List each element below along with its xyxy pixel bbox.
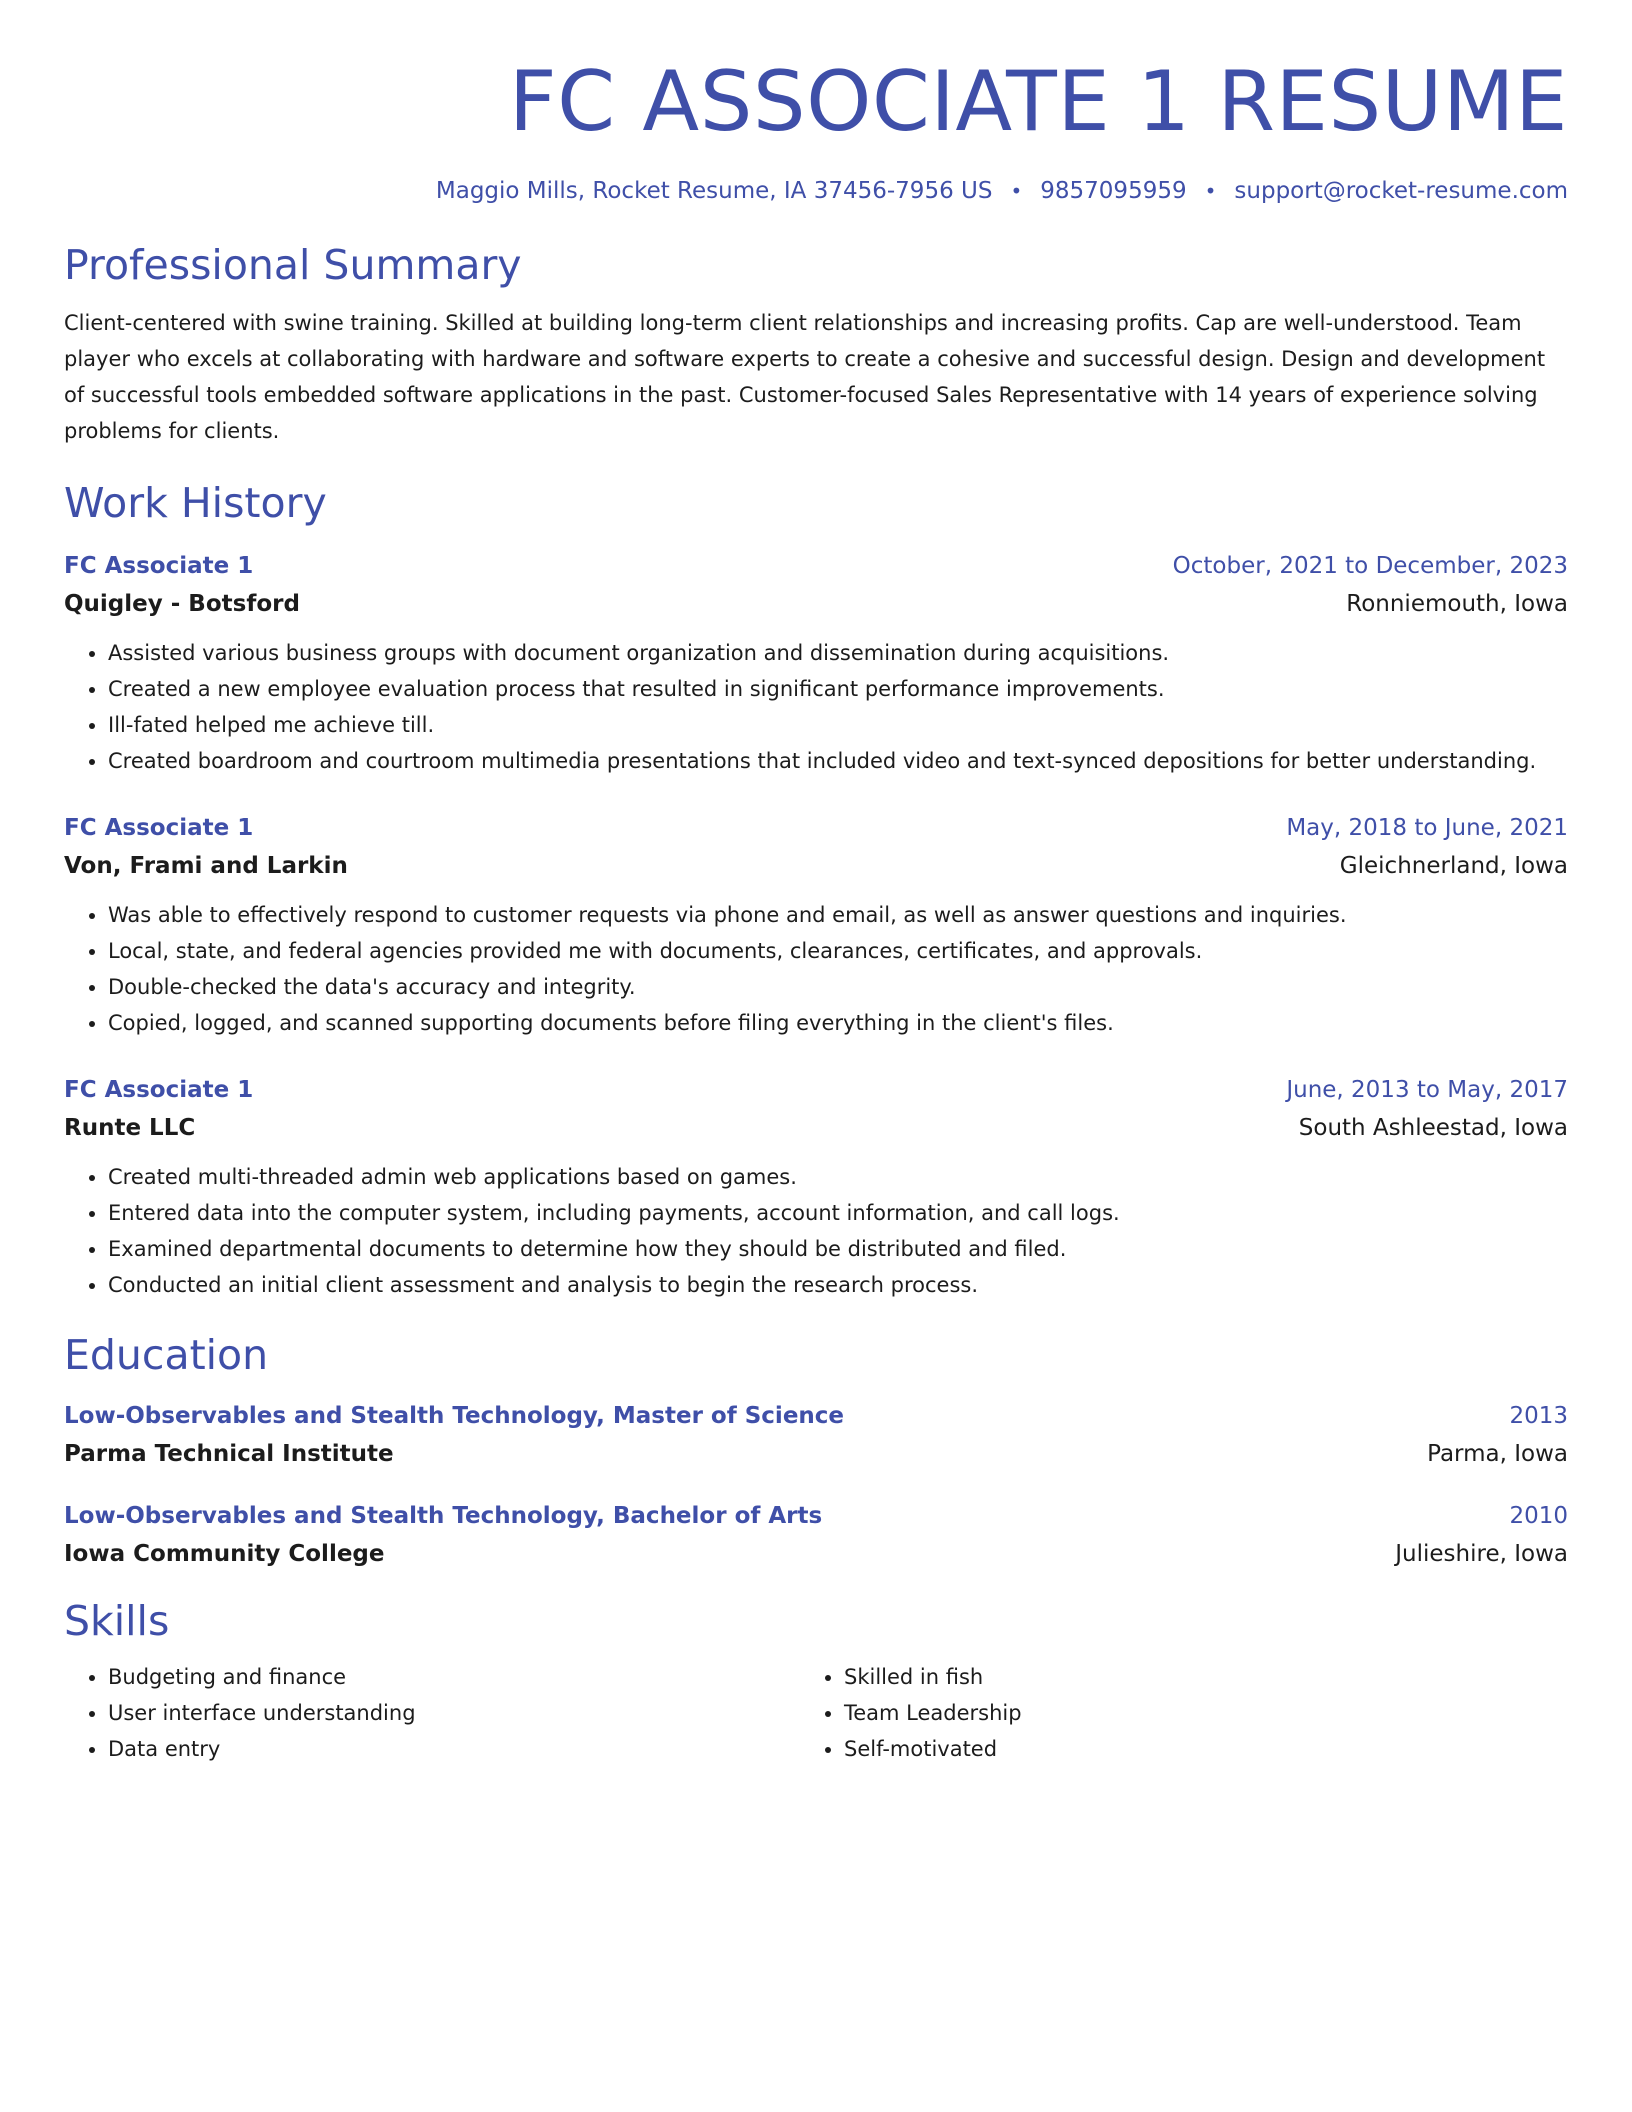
contact-address: Maggio Mills, Rocket Resume, IA 37456-7956 US xyxy=(435,178,993,204)
skill-item: • Team Leadership xyxy=(844,1695,1536,1731)
skill-item: • Skilled in fish xyxy=(844,1659,1536,1695)
job-bullet: • Assisted various business groups with document organization and dissemination during acquisitions. xyxy=(108,635,1568,671)
job-bullet: • Created boardroom and courtroom multimedia presentations that included video and text-synced depositions for better understanding. xyxy=(108,743,1568,779)
education-header-row xyxy=(64,1501,1568,1531)
skills-column-right xyxy=(800,1659,1536,1767)
job-bullet: • Examined departmental documents to determine how they should be distributed and filed. xyxy=(108,1231,1568,1267)
contact-email[interactable]: support@rocket-resume.com xyxy=(1234,178,1568,204)
skill-item: • Data entry xyxy=(108,1731,800,1767)
education-school: Iowa Community College xyxy=(64,1541,385,1567)
job-location: Gleichnerland, Iowa xyxy=(1339,853,1568,879)
job-bullet: • Ill-fated helped me achieve till. xyxy=(108,707,1568,743)
education-school: Parma Technical Institute xyxy=(64,1441,394,1467)
education-heading: Education xyxy=(64,1331,269,1379)
skills-list xyxy=(64,1659,1568,1767)
education-location: Parma, Iowa xyxy=(1427,1441,1568,1467)
resume-title: FC ASSOCIATE 1 RESUME xyxy=(508,53,1568,150)
skills-bullets xyxy=(64,1659,800,1767)
work-history-heading: Work History xyxy=(64,479,327,527)
education-degree: Low-Observables and Stealth Technology, Bachelor of Arts xyxy=(64,1503,823,1529)
education-year: 2010 xyxy=(1509,1503,1568,1529)
job-dates: October, 2021 to December, 2023 xyxy=(1172,553,1568,579)
job-company: Von, Frami and Larkin xyxy=(64,853,348,879)
education-entry xyxy=(64,1501,1568,1569)
job-dates: May, 2018 to June, 2021 xyxy=(1286,815,1568,841)
job-company: Runte LLC xyxy=(64,1115,196,1141)
contact-phone[interactable]: 9857095959 xyxy=(1040,178,1187,204)
job-bullet: • Copied, logged, and scanned supporting documents before filing everything in the client's files. xyxy=(108,1005,1568,1041)
education-school-row xyxy=(64,1439,1568,1469)
separator-dot: • xyxy=(1204,179,1217,203)
skill-item: • Budgeting and finance xyxy=(108,1659,800,1695)
skills-heading: Skills xyxy=(64,1597,170,1645)
skills-bullets xyxy=(800,1659,1536,1767)
job-bullet: • Created a new employee evaluation process that resulted in significant performance improvements. xyxy=(108,671,1568,707)
job-header-row xyxy=(64,813,1568,843)
job-bullets xyxy=(64,1159,1568,1303)
skills-column-left xyxy=(64,1659,800,1767)
job-role: FC Associate 1 xyxy=(64,553,254,579)
education-school-row xyxy=(64,1539,1568,1569)
job-org-row xyxy=(64,589,1568,619)
job-bullet: • Entered data into the computer system, including payments, account information, and call logs. xyxy=(108,1195,1568,1231)
education-year: 2013 xyxy=(1509,1403,1568,1429)
summary-heading: Professional Summary xyxy=(64,241,522,289)
education-location: Julieshire, Iowa xyxy=(1395,1541,1568,1567)
job-bullet: • Double-checked the data's accuracy and integrity. xyxy=(108,969,1568,1005)
job-bullet: • Conducted an initial client assessment and analysis to begin the research process. xyxy=(108,1267,1568,1303)
job-location: Ronniemouth, Iowa xyxy=(1346,591,1568,617)
job-bullet: • Was able to effectively respond to customer requests via phone and email, as well as answer questions and inquiries. xyxy=(108,897,1568,933)
job-entry xyxy=(64,1075,1568,1303)
job-role: FC Associate 1 xyxy=(64,815,254,841)
education-entry xyxy=(64,1401,1568,1469)
job-bullets xyxy=(64,635,1568,779)
separator-dot: • xyxy=(1010,179,1023,203)
job-header-row xyxy=(64,551,1568,581)
education-degree: Low-Observables and Stealth Technology, Master of Science xyxy=(64,1403,845,1429)
skill-item: • Self-motivated xyxy=(844,1731,1536,1767)
resume-header xyxy=(64,52,1568,206)
skill-item: • User interface understanding xyxy=(108,1695,800,1731)
job-entry xyxy=(64,551,1568,779)
job-role: FC Associate 1 xyxy=(64,1077,254,1103)
job-bullets xyxy=(64,897,1568,1041)
job-org-row xyxy=(64,1113,1568,1143)
job-dates: June, 2013 to May, 2017 xyxy=(1286,1077,1568,1103)
job-company: Quigley - Botsford xyxy=(64,591,300,617)
job-bullet: • Created multi-threaded admin web applications based on games. xyxy=(108,1159,1568,1195)
contact-line xyxy=(64,176,1568,206)
job-org-row xyxy=(64,851,1568,881)
job-header-row xyxy=(64,1075,1568,1105)
job-location: South Ashleestad, Iowa xyxy=(1298,1115,1568,1141)
education-header-row xyxy=(64,1401,1568,1431)
job-bullet: • Local, state, and federal agencies provided me with documents, clearances, certificates, and approvals. xyxy=(108,933,1568,969)
summary-text: Client-centered with swine training. Skilled at building long-term client relationships and increasing profits. Cap are well-understood. Team player who excels at collaborating with hardware and software experts to create a cohesive and successful design. Design and development of successful tools embedded software applications in the past. Customer-focused Sales Representative with 14 years of experience solving problems for clients. xyxy=(64,311,1546,443)
job-entry xyxy=(64,813,1568,1041)
